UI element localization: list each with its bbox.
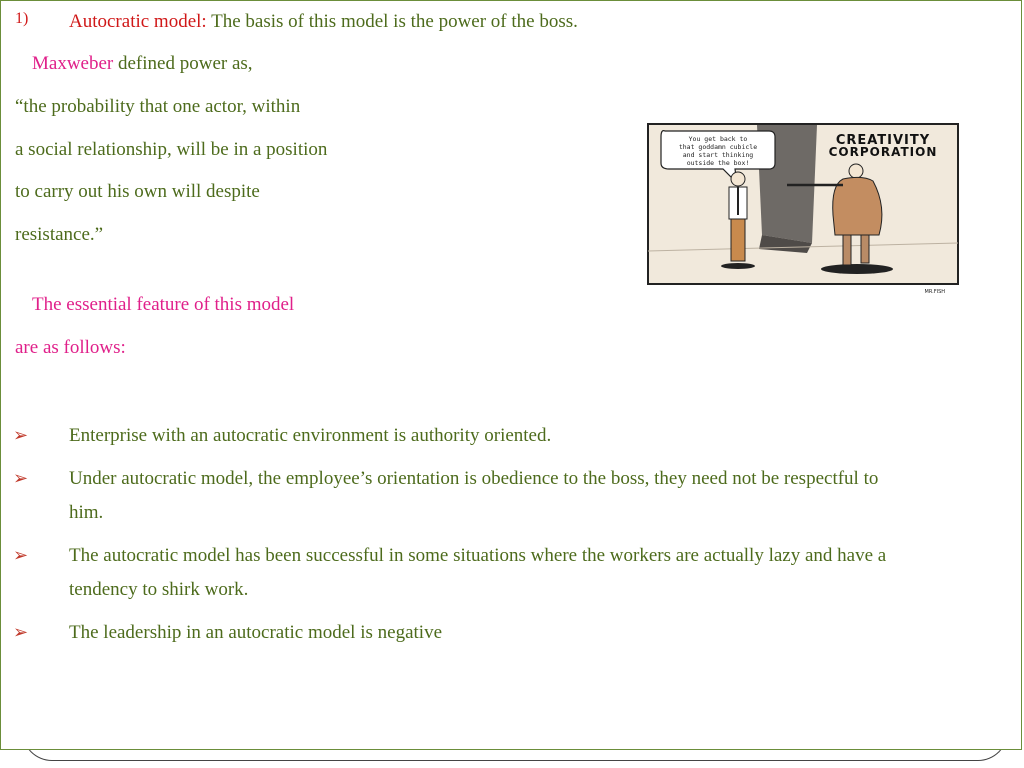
bullet-item xyxy=(13,462,1013,530)
quote-line-4: resistance.” xyxy=(15,224,104,245)
feature-bullet-list xyxy=(13,419,1013,659)
definition-name: Maxweber xyxy=(32,53,114,74)
quote-line-3: to carry out his own will despite xyxy=(15,181,260,202)
cartoon-illustration xyxy=(647,123,959,297)
bullet-item xyxy=(13,419,1013,453)
speech-line-3: and start thinking xyxy=(682,151,754,159)
arrow-bullet-icon: ➢ xyxy=(13,545,29,566)
bullet-text: tendency to shirk work. xyxy=(69,579,249,600)
heading-term: Autocratic model: xyxy=(69,11,207,32)
definition-line xyxy=(32,52,253,76)
speech-line-2: that goddamn cubicle xyxy=(678,143,758,151)
arrow-bullet-icon: ➢ xyxy=(13,425,29,446)
heading-description: The basis of this model is the power of the boss. xyxy=(206,11,578,32)
definition-intro: defined power as, xyxy=(113,53,253,74)
features-intro-line-1: The essential feature of this model xyxy=(32,294,295,315)
bullet-text: The autocratic model has been successful in some situations where the workers are actually lazy and have a xyxy=(69,545,887,566)
cartoon-signature: MR.FISH xyxy=(924,289,945,295)
bullet-item xyxy=(13,539,1013,607)
features-intro-line-2: are as follows: xyxy=(15,337,126,358)
arrow-bullet-icon: ➢ xyxy=(13,622,29,643)
heading-line xyxy=(69,10,578,34)
bullet-text: Enterprise with an autocratic environment is authority oriented. xyxy=(69,425,552,446)
speech-line-4: outside the box! xyxy=(686,159,750,167)
sign-line-2: CORPORATION xyxy=(828,145,938,159)
sign-line-1: CREATIVITY xyxy=(835,133,931,148)
arrow-bullet-icon: ➢ xyxy=(13,468,29,489)
item-number: 1) xyxy=(15,10,29,27)
quote-line-2: a social relationship, will be in a position xyxy=(15,139,328,160)
bullet-text: him. xyxy=(69,502,104,523)
bullet-item xyxy=(13,616,1013,650)
bullet-text: Under autocratic model, the employee’s orientation is obedience to the boss, they need not be respectful to xyxy=(69,468,879,489)
quote-line-1: “the probability that one actor, within xyxy=(15,96,301,117)
speech-line-1: You get back to xyxy=(688,135,748,143)
bullet-text: The leadership in an autocratic model is negative xyxy=(69,622,442,643)
